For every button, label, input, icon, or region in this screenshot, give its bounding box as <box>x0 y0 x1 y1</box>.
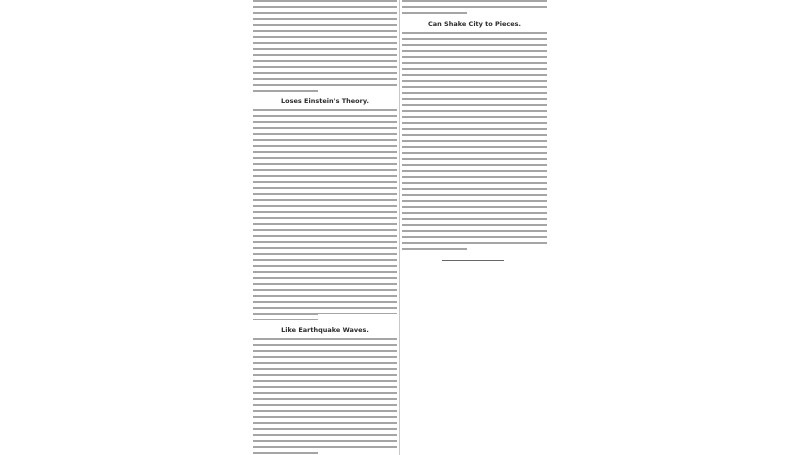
body-text-block <box>253 109 397 320</box>
body-text-block <box>253 338 397 455</box>
subheading-city: Can Shake City to Pieces. <box>427 20 521 28</box>
subheading-earthquake: Like Earthquake Waves. <box>281 326 369 334</box>
left-text-column <box>253 0 397 455</box>
body-text-block <box>402 32 547 254</box>
column-divider <box>399 0 400 455</box>
subheading-einstein: Loses Einstein's Theory. <box>281 97 369 105</box>
article-end-rule <box>442 260 504 261</box>
right-text-column <box>402 0 547 455</box>
body-text-block <box>253 0 397 92</box>
body-text-block <box>402 0 547 15</box>
